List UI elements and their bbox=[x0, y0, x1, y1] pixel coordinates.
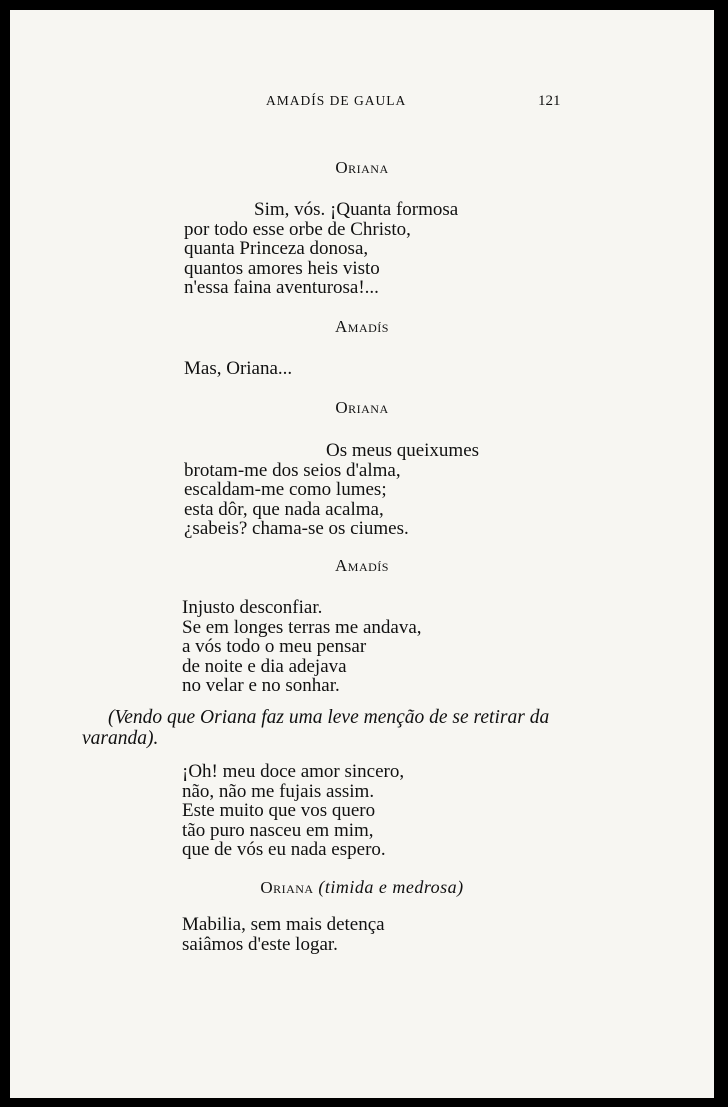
speaker-name: Oriana bbox=[335, 398, 389, 417]
verse-line: Mabilia, sem mais detença bbox=[182, 914, 385, 935]
speaker-name: Oriana bbox=[335, 158, 389, 177]
verse-line: brotam-me dos seios d'alma, bbox=[184, 459, 401, 481]
verse-stanza bbox=[182, 598, 422, 696]
verse-line: Sim, vós. ¡Quanta formosa bbox=[254, 199, 459, 220]
verse-line: por todo esse orbe de Christo, bbox=[184, 218, 411, 240]
stage-direction-line: varanda). bbox=[82, 728, 159, 749]
verse-line: quanta Princeza donosa, bbox=[184, 238, 369, 259]
verse-line: no velar e no sonhar. bbox=[182, 675, 340, 696]
verse-line: ¿sabeis? chama-se os ciumes. bbox=[184, 518, 409, 539]
book-page bbox=[10, 10, 714, 1098]
verse-line: saiâmos d'este logar. bbox=[182, 933, 338, 955]
stage-direction-line: (Vendo que Oriana faz uma leve menção de se retirar da bbox=[108, 707, 550, 728]
verse-line: não, não me fujais assim. bbox=[182, 780, 375, 802]
verse-stanza bbox=[184, 359, 292, 379]
verse-stanza bbox=[182, 762, 404, 860]
speaker-name: Amadís bbox=[335, 556, 389, 575]
verse-line: esta dôr, que nada acalma, bbox=[184, 498, 384, 520]
verse-line: tão puro nasceu em mim, bbox=[182, 819, 374, 841]
page-number: 121 bbox=[538, 93, 561, 109]
speaker-with-direction bbox=[10, 877, 714, 898]
verse-line: Os meus queixumes bbox=[326, 440, 480, 461]
verse-stanza bbox=[182, 915, 385, 954]
stage-direction bbox=[82, 707, 582, 749]
verse-line: Injusto desconfiar. bbox=[182, 597, 323, 618]
verse-stanza bbox=[184, 441, 479, 539]
verse-line: quantos amores heis visto bbox=[184, 257, 380, 279]
verse-stanza bbox=[184, 200, 458, 298]
verse-line: Mas, Oriana... bbox=[184, 358, 293, 379]
verse-line: ¡Oh! meu doce amor sincero, bbox=[182, 761, 405, 782]
page-header bbox=[10, 93, 714, 115]
verse-line: escaldam-me como lumes; bbox=[184, 479, 387, 500]
speaker-name: Amadís bbox=[335, 317, 389, 336]
verse-line: Se em longes terras me andava, bbox=[182, 616, 422, 638]
verse-line: que de vós eu nada espero. bbox=[182, 839, 386, 860]
verse-line: n'essa faina aventurosa!... bbox=[184, 277, 379, 298]
speaker-name: Oriana bbox=[260, 878, 314, 897]
running-title: AMADÍS DE GAULA bbox=[266, 93, 407, 108]
verse-line: Este muito que vos quero bbox=[182, 800, 376, 821]
verse-line: a vós todo o meu pensar bbox=[182, 636, 367, 657]
verse-line: de noite e dia adejava bbox=[182, 655, 347, 677]
speaker-direction: (timida e medrosa) bbox=[318, 877, 464, 897]
